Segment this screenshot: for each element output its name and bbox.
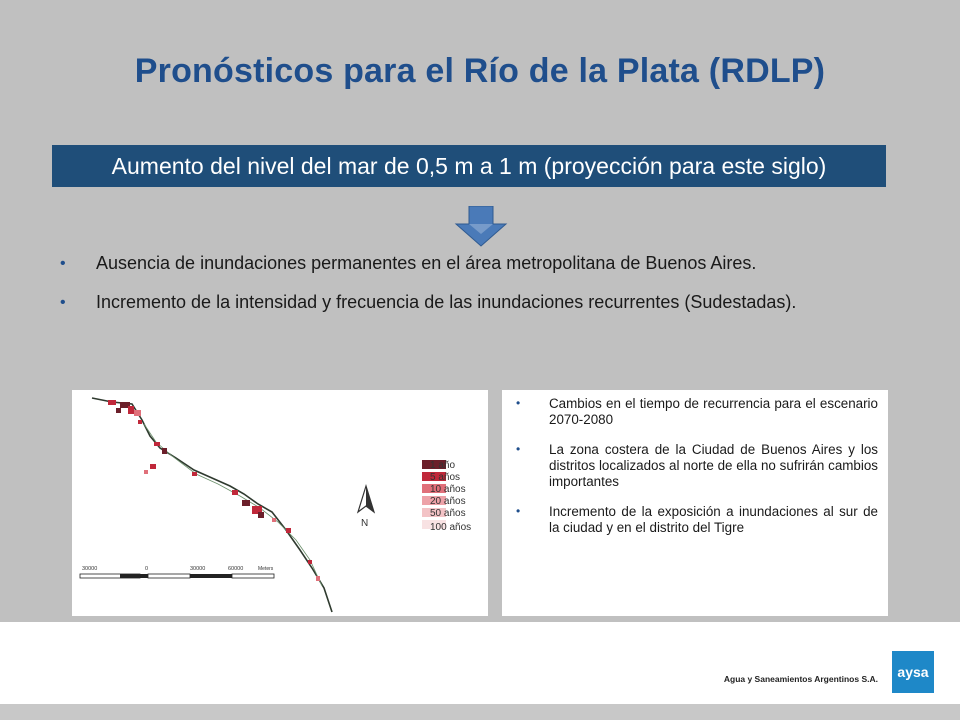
flood-patches bbox=[108, 400, 320, 581]
legend-label: 1 año bbox=[430, 460, 456, 471]
legend-label: 10 años bbox=[430, 484, 466, 495]
notes-list bbox=[502, 390, 888, 536]
scale-label: 0 bbox=[145, 566, 149, 572]
company-name: Agua y Saneamientos Argentinos S.A. bbox=[723, 674, 878, 684]
flood-recurrence-map bbox=[72, 390, 488, 616]
bullet-glyph: • bbox=[60, 255, 66, 272]
bullet-glyph: • bbox=[516, 504, 521, 518]
legend-label: 5 años bbox=[430, 472, 461, 483]
coastline bbox=[92, 398, 332, 612]
aysa-logo: aysa bbox=[892, 651, 934, 693]
scale-label: 30000 bbox=[190, 566, 206, 572]
bottom-strip bbox=[0, 704, 960, 720]
note-text: Cambios en el tiempo de recurrencia para el escenario 2070-2080 bbox=[549, 396, 878, 427]
scale-label: 60000 bbox=[228, 566, 244, 572]
note-item bbox=[516, 396, 878, 428]
down-arrow-icon bbox=[454, 206, 508, 248]
scale-bar bbox=[80, 566, 274, 578]
map-image bbox=[72, 390, 488, 616]
bullet-item bbox=[60, 252, 908, 275]
sea-level-banner: Aumento del nivel del mar de 0,5 m a 1 m (proyección para este siglo) bbox=[52, 145, 886, 187]
bullet-text: Ausencia de inundaciones permanentes en el área metropolitana de Buenos Aires. bbox=[96, 253, 757, 273]
legend-label: 20 años bbox=[430, 496, 466, 507]
note-item bbox=[516, 442, 878, 490]
bullet-item bbox=[60, 291, 908, 314]
legend-label: 100 años bbox=[430, 522, 472, 533]
north-arrow-icon bbox=[358, 486, 374, 529]
bullet-text: Incremento de la intensidad y frecuencia de las inundaciones recurrentes (Sudestadas). bbox=[96, 292, 797, 312]
note-text: La zona costera de la Ciudad de Buenos Aires y los distritos localizados al norte de ella no sufrirán cambios importantes bbox=[549, 442, 878, 489]
slide-title: Pronósticos para el Río de la Plata (RDLP) bbox=[134, 52, 826, 90]
bullet-glyph: • bbox=[516, 396, 521, 410]
note-text: Incremento de la exposición a inundaciones al sur de la ciudad y en el distrito del Tigre bbox=[549, 504, 878, 535]
bullet-glyph: • bbox=[60, 294, 66, 311]
bullet-glyph: • bbox=[516, 442, 521, 456]
footer bbox=[0, 622, 960, 704]
north-label: N bbox=[361, 518, 369, 529]
note-item bbox=[516, 504, 878, 536]
notes-panel bbox=[502, 390, 888, 616]
scale-label: 30000 bbox=[82, 566, 98, 572]
legend-label: 50 años bbox=[430, 508, 466, 519]
main-bullet-list bbox=[60, 252, 908, 330]
scale-label: Meters bbox=[258, 566, 274, 572]
river-inner bbox=[144, 424, 322, 586]
map-legend bbox=[422, 460, 471, 533]
